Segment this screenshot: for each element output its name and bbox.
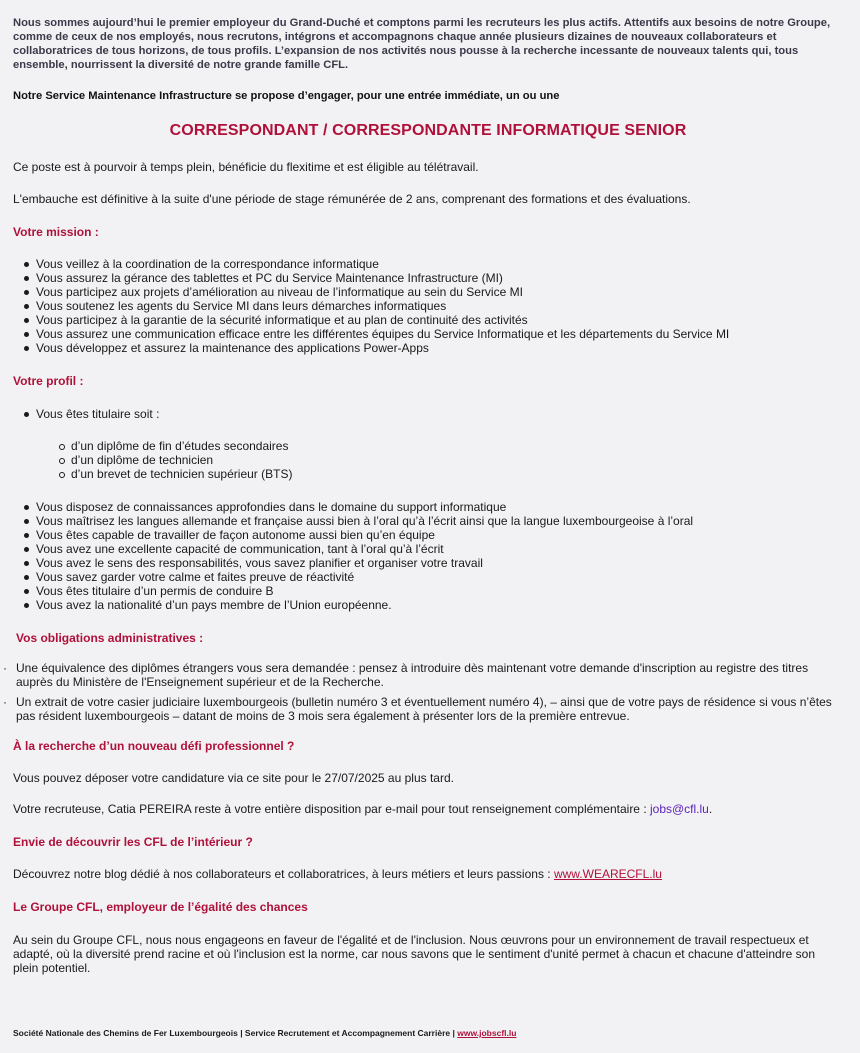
mission-list [13, 257, 729, 355]
titulaire-list [13, 407, 159, 421]
obligations-heading: Vos obligations administratives : [16, 631, 204, 645]
embauche-paragraph: L'embauche est définitive à la suite d'une période de stage rémunérée de 2 ans, comprenant des formations et des évaluations. [13, 192, 691, 206]
obligation-text: Un extrait de votre casier judiciaire luxembourgeois (bulletin numéro 3 et éventuellement numéro 4), – ainsi que de votre pays de résidence si vous n’êtes pas résident luxembourgeois – datant de moins de 3 mois sera également à présenter lors de la première entrevue. [16, 695, 832, 723]
list-item: d’un brevet de technicien supérieur (BTS) [71, 467, 293, 481]
diplomes-list [13, 439, 292, 481]
obligation-item [3, 661, 836, 689]
deadline-paragraph: Vous pouvez déposer votre candidature via ce site pour le 27/07/2025 au plus tard. [13, 771, 454, 785]
contact-paragraph [13, 802, 712, 816]
list-item: Vous assurez une communication efficace entre les différentes équipes du Service Informatique et les départements du Service MI [36, 327, 730, 341]
list-item: Vous participez aux projets d’amélioration au niveau de l’informatique au sein du Service MI [36, 285, 729, 299]
blog-link[interactable]: www.WEARECFL.lu [553, 867, 662, 881]
defi-heading: À la recherche d’un nouveau défi professionnel ? [13, 739, 295, 753]
list-item: Vous assurez la gérance des tablettes et PC du Service Maintenance Infrastructure (MI) [36, 271, 729, 285]
list-item: Vous êtes titulaire d’un permis de conduire B [36, 584, 693, 598]
footer [13, 1028, 516, 1038]
lead-sentence: Notre Service Maintenance Infrastructure se propose d’engager, pour une entrée immédiate, un ou une [13, 90, 560, 102]
list-item: Vous avez une excellente capacité de communication, tant à l’oral qu’à l’écrit [36, 542, 693, 556]
contact-suffix: . [708, 802, 713, 816]
list-item: Vous maîtrisez les langues allemande et française aussi bien à l’oral qu’à l’écrit ainsi que la langue luxembourgeoise à l’oral [36, 514, 694, 528]
egalite-paragraph: Au sein du Groupe CFL, nous nous engageons en faveur de l'égalité et de l'inclusion. Nous œuvrons pour un environnement de travail respectueux et adapté, où la diversité prend racine et où l'inclusion est la norme, car nous savons que le sentiment d'unité permet à chacun et chacune d'atteindre son plein potentiel. [13, 933, 816, 975]
list-item: Vous développez et assurez la maintenance des applications Power-Apps [36, 341, 729, 355]
fulltime-paragraph: Ce poste est à pourvoir à temps plein, bénéficie du flexitime et est éligible au télétravail. [13, 160, 479, 174]
mission-heading: Votre mission : [13, 225, 99, 239]
profil-heading: Votre profil : [13, 374, 84, 388]
list-item: Vous avez le sens des responsabilités, vous savez planifier et organiser votre travail [36, 556, 693, 570]
list-item: Vous soutenez les agents du Service MI dans leurs démarches informatiques [36, 299, 729, 313]
list-item: Vous participez à la garantie de la sécurité informatique et au plan de continuité des activités [36, 313, 729, 327]
blog-paragraph [13, 867, 662, 881]
list-item: Vous êtes capable de travailler de façon autonome aussi bien qu’en équipe [36, 528, 693, 542]
bullet-dot: · [3, 661, 7, 675]
egalite-heading: Le Groupe CFL, employeur de l’égalité des chances [13, 900, 308, 914]
intro-paragraph: Nous sommes aujourd’hui le premier employeur du Grand-Duché et comptons parmi les recruteurs les plus actifs. Attentifs aux besoins de notre Groupe, comme de ceux de nos employés, nous recrutons, intégrons et accompagnons chaque année plusieurs dizaines de nouveaux collaborateurs et collaboratrices de tous horizons, de tous profils. L’expansion de nos activités nous pousse à la recherche incessante de nouveaux talents qui, tous ensemble, nourrissent la diversité de notre grande famille CFL. [13, 17, 831, 71]
list-item: Vous avez la nationalité d’un pays membre de l’Union européenne. [36, 598, 693, 612]
profil-list [13, 500, 693, 612]
job-title: CORRESPONDANT / CORRESPONDANTE INFORMATIQUE SENIOR [169, 122, 687, 139]
list-item: Vous savez garder votre calme et faites preuve de réactivité [36, 570, 693, 584]
obligation-text: Une équivalence des diplômes étrangers vous sera demandée : pensez à introduire dès maintenant votre demande d'inscription au registre des titres auprès du Ministère de l'Enseignement supérieur et de la Recherche. [16, 661, 809, 689]
email-link[interactable]: jobs@cfl.lu [649, 802, 709, 816]
obligation-item [3, 695, 836, 723]
blog-text: Découvrez notre blog dédié à nos collaborateurs et collaboratrices, à leurs métiers et leurs passions : [13, 867, 554, 881]
list-item: Vous veillez à la coordination de la correspondance informatique [36, 257, 729, 271]
list-item: d’un diplôme de technicien [71, 453, 292, 467]
blog-heading: Envie de découvrir les CFL de l’intérieur ? [13, 835, 253, 849]
contact-text: Votre recruteuse, Catia PEREIRA reste à votre entière disposition par e-mail pour tout renseignement complémentaire : [13, 802, 650, 816]
list-item: Vous disposez de connaissances approfondies dans le domaine du support informatique [36, 500, 693, 514]
footer-text: Société Nationale des Chemins de Fer Luxembourgeois | Service Recrutement et Accompagnement Carrière | [13, 1028, 458, 1038]
list-item: Vous êtes titulaire soit : [36, 407, 160, 421]
footer-link[interactable]: www.jobscfl.lu [457, 1028, 517, 1038]
list-item: d’un diplôme de fin d’études secondaires [71, 439, 292, 453]
bullet-dot: · [3, 695, 7, 709]
